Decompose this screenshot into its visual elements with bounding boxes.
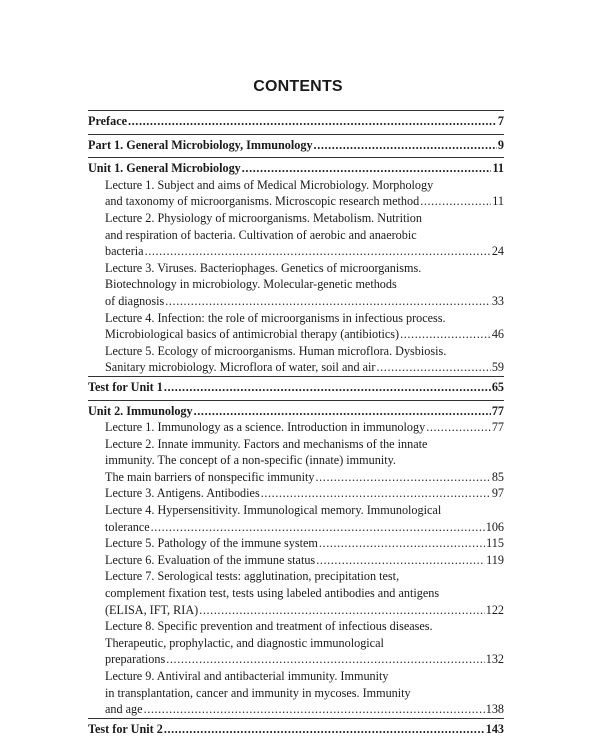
toc-section-test1	[88, 376, 504, 400]
toc-section-unit1	[88, 157, 504, 376]
toc-entry-immunology-lecture-7	[88, 602, 504, 619]
toc-page-number: 106	[485, 519, 504, 534]
toc-entry-title: Unit 2. Immunology	[88, 403, 193, 418]
dot-leader	[128, 113, 497, 130]
toc-entry-title: and age	[105, 702, 143, 717]
toc-entry-title: Part 1. General Microbiology, Immunology	[88, 137, 313, 152]
toc-entry-title: Lecture 5. Pathology of the immune system	[105, 536, 318, 551]
toc-line: Lecture 9. Antiviral and antibacterial immunity. Immunity	[105, 669, 389, 683]
toc-entry-unit2	[88, 403, 504, 420]
toc-entry-title: Lecture 6. Evaluation of the immune status	[105, 552, 316, 567]
toc-line: Lecture 2. Innate immunity. Factors and mechanisms of the innate	[105, 436, 428, 451]
toc-entry-lecture-5	[88, 359, 504, 376]
dot-leader	[420, 193, 491, 210]
toc-line: Lecture 4. Hypersensitivity. Immunological memory. Immunological	[105, 503, 442, 518]
toc-page-number: 65	[491, 379, 504, 394]
toc-page-number: 7	[497, 114, 504, 128]
toc-line: Lecture 8. Specific prevention and treatment of infectious diseases.	[105, 619, 433, 634]
toc-entry-immunology-lecture-2	[88, 469, 504, 486]
toc-entry-test1	[88, 379, 504, 396]
dot-leader	[316, 552, 485, 569]
toc-entry-title: Unit 1. General Microbiology	[88, 161, 241, 176]
dot-leader	[165, 293, 491, 310]
toc-page-number: 9	[497, 137, 504, 152]
toc-entry-immunology-lecture-6	[88, 552, 504, 569]
toc-page-number: 122	[485, 602, 504, 617]
toc-entry-part1	[88, 137, 504, 154]
dot-leader	[319, 535, 485, 552]
toc-page-number: 85	[491, 469, 504, 484]
toc-entry-immunology-lecture-3	[88, 485, 504, 502]
toc-section-unit2	[88, 400, 504, 718]
toc-line: Lecture 3. Viruses. Bacteriophages. Genetics of microorganisms.	[105, 260, 422, 275]
toc-entry-title: Test for Unit 2	[88, 721, 163, 736]
toc-line: Lecture 2. Physiology of microorganisms. Metabolism. Nutrition	[105, 210, 422, 225]
dot-leader	[199, 602, 485, 619]
toc-entry-title: Preface	[88, 114, 128, 128]
toc-line: Lecture 4. Infection: the role of microorganisms in infectious process.	[105, 310, 446, 325]
toc-page-number: 46	[491, 327, 504, 342]
toc-entry-lecture-3	[88, 293, 504, 310]
toc-line: Biotechnology in microbiology. Molecular-genetic methods	[105, 277, 397, 292]
toc-page-number: 115	[486, 536, 504, 551]
toc-entry-unit1	[88, 160, 504, 177]
toc-entry-immunology-lecture-9	[88, 701, 504, 718]
toc-line: Therapeutic, prophylactic, and diagnostic immunological	[105, 635, 384, 650]
toc-page-number: 24	[491, 244, 504, 259]
dot-leader	[194, 403, 491, 420]
contents-page	[88, 78, 504, 737]
toc-entry-lecture-2	[88, 243, 504, 260]
toc-line: Lecture 5. Ecology of microorganisms. Human microflora. Dysbiosis.	[105, 343, 447, 358]
toc-line: Lecture 1. Subject and aims of Medical Microbiology. Morphology	[105, 177, 434, 192]
toc-page-number: 77	[491, 403, 504, 418]
toc-entry-title: tolerance	[105, 519, 150, 534]
toc-entry-lecture-1	[88, 193, 504, 210]
toc-line: in transplantation, cancer and immunity in mycoses. Immunity	[105, 685, 411, 700]
toc-entry-immunology-lecture-1	[88, 419, 504, 436]
dot-leader	[316, 469, 491, 486]
toc-page-number: 132	[485, 652, 504, 667]
toc-line: Lecture 7. Serological tests: agglutination, precipitation test,	[105, 569, 400, 584]
dot-leader	[242, 160, 492, 177]
toc-page-number: 97	[491, 486, 504, 501]
toc-entry-title: (ELISA, IFT, RIA)	[105, 602, 199, 617]
toc-entry-immunology-lecture-4	[88, 519, 504, 536]
toc-entry-title: Microbiological basics of antimicrobial therapy (antibiotics)	[105, 327, 400, 342]
dot-leader	[144, 701, 485, 718]
toc-entry-title: Lecture 1. Immunology as a science. Introduction in immunology	[105, 420, 426, 435]
toc-entry-title: The main barriers of nonspecific immunity	[105, 469, 315, 484]
toc-line: immunity. The concept of a non-specific (innate) immunity.	[105, 453, 396, 468]
toc-page-number: 77	[491, 420, 504, 435]
toc-entry-title: of diagnosis	[105, 293, 165, 308]
toc-page-number: 59	[491, 360, 504, 375]
dot-leader	[400, 326, 491, 343]
dot-leader	[426, 419, 491, 436]
dot-leader	[377, 359, 491, 376]
toc-page-number: 11	[492, 161, 504, 176]
toc-entry-test2	[88, 721, 504, 738]
toc-page-number: 11	[492, 194, 504, 209]
toc-entry-title: and taxonomy of microorganisms. Microscopic research method	[105, 194, 420, 209]
dot-leader	[261, 485, 491, 502]
toc-page-number: 33	[491, 293, 504, 308]
toc-entry-immunology-lecture-8	[88, 651, 504, 668]
toc-entry-title: bacteria	[105, 244, 144, 259]
toc-section-preface	[88, 110, 504, 134]
toc-page-number: 143	[485, 721, 504, 736]
toc-entry-title: Test for Unit 1	[88, 379, 163, 394]
toc-line: and respiration of bacteria. Cultivation of aerobic and anaerobic	[105, 227, 417, 242]
toc-page-number: 138	[485, 702, 504, 717]
dot-leader	[145, 243, 491, 260]
toc-entry-title: preparations	[105, 652, 166, 667]
dot-leader	[166, 651, 484, 668]
toc-entry-immunology-lecture-5	[88, 535, 504, 552]
dot-leader	[164, 721, 485, 738]
dot-leader	[151, 519, 485, 536]
toc-entry-lecture-4	[88, 326, 504, 343]
page-title: CONTENTS	[253, 78, 343, 95]
dot-leader	[164, 379, 491, 396]
toc-entry-preface	[88, 113, 504, 130]
toc-page-number: 119	[486, 552, 504, 567]
toc-section-test2	[88, 718, 504, 738]
toc-line: complement fixation test, tests using labeled antibodies and antigens	[105, 586, 440, 601]
toc-entry-title: Lecture 3. Antigens. Antibodies	[105, 486, 260, 501]
toc-entry-title: Sanitary microbiology. Microflora of water, soil and air	[105, 360, 376, 375]
toc-section-part1	[88, 134, 504, 158]
dot-leader	[314, 137, 497, 154]
